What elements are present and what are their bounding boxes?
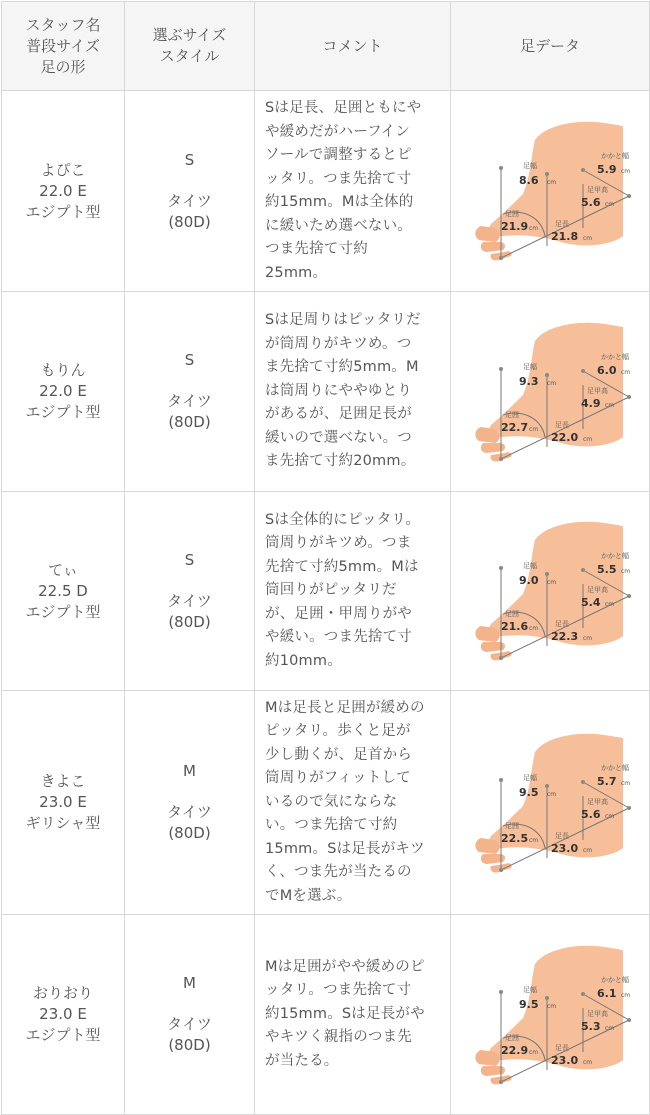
comment-line: 緩いので選べない。つ xyxy=(265,429,412,446)
width-label: 足幅 xyxy=(523,562,537,570)
style-name: タイツ xyxy=(167,392,212,410)
usual-size: 23.0 E xyxy=(39,1005,87,1023)
staff-cell xyxy=(2,915,125,1115)
foot-diagram xyxy=(451,297,650,487)
width-label: 足幅 xyxy=(523,773,537,782)
style-name: タイツ xyxy=(167,591,212,610)
foot-diagram xyxy=(451,96,650,286)
chosen-size: S xyxy=(184,351,195,369)
usual-size: 23.0 E xyxy=(39,793,87,811)
staff-name: おりおり xyxy=(32,984,93,1002)
comment-line: く、つま先が当たるの xyxy=(265,864,412,881)
usual-size: 22.5 D xyxy=(38,581,88,600)
instep-unit: cm xyxy=(605,1024,615,1032)
instep-label: 足甲高 xyxy=(587,186,608,194)
length-unit: cm xyxy=(583,235,593,242)
table-row xyxy=(2,691,650,915)
girth-unit: cm xyxy=(529,425,539,433)
instep-label: 足甲高 xyxy=(587,797,608,806)
girth-value: 21.6 xyxy=(501,620,529,633)
foot-data-cell xyxy=(451,91,650,292)
length-label: 足長 xyxy=(555,831,569,840)
comment-line: 25mm。 xyxy=(265,264,328,281)
girth-label: 足囲 xyxy=(505,210,519,218)
comment-cell xyxy=(255,292,451,492)
girth-label: 足囲 xyxy=(505,821,519,830)
comment-line: や緩い。つま先捨て寸 xyxy=(265,629,412,646)
comment-line: 筒回りがピッタリだ xyxy=(265,582,397,599)
comment-line: 約10mm。 xyxy=(265,652,342,669)
heel-value: 5.9 xyxy=(597,163,617,176)
foot-diagram xyxy=(451,920,650,1110)
chosen-size: M xyxy=(183,762,196,780)
length-label: 足長 xyxy=(555,620,569,628)
foot-data-cell xyxy=(451,492,650,691)
instep-unit: cm xyxy=(605,201,615,208)
instep-value: 4.9 xyxy=(581,396,601,410)
width-value: 9.0 xyxy=(519,574,539,587)
comment-line: 15mm。Sは足長がキツ xyxy=(265,840,425,857)
staff-name: てぃ xyxy=(48,560,78,579)
comment-line: やキツく親指のつま先 xyxy=(265,1029,412,1046)
usual-size: 22.0 E xyxy=(39,382,87,400)
comment-line: や緩めだがハーフイン xyxy=(265,123,410,140)
length-unit: cm xyxy=(583,635,593,642)
comment-line: Sは足長、足囲ともにや xyxy=(265,100,422,116)
length-unit: cm xyxy=(583,435,593,443)
heel-value: 5.5 xyxy=(597,563,617,576)
style-name: タイツ xyxy=(167,803,212,821)
staff-name: もりん xyxy=(40,361,86,379)
comment-cell xyxy=(255,915,451,1115)
style-name: タイツ xyxy=(167,1015,212,1033)
comment-line: 先捨て寸約5mm。Mは xyxy=(265,558,419,575)
table-row xyxy=(2,292,650,492)
length-label: 足長 xyxy=(555,420,569,429)
style-name: タイツ xyxy=(167,191,212,210)
comment-line: があるが、足囲足長が xyxy=(265,406,412,423)
heel-value: 5.7 xyxy=(597,774,617,788)
width-label: 足幅 xyxy=(523,162,537,170)
girth-value: 22.9 xyxy=(501,1043,529,1057)
instep-unit: cm xyxy=(605,601,615,608)
length-value: 21.8 xyxy=(551,230,579,243)
staff-name: きよこ xyxy=(40,772,86,790)
girth-label: 足囲 xyxy=(505,1033,519,1042)
denier: (80D) xyxy=(168,824,211,842)
comment-line: 筒周りがフィットして xyxy=(265,770,411,787)
length-value: 23.0 xyxy=(551,841,579,855)
staff-name: よぴこ xyxy=(40,160,86,179)
girth-unit: cm xyxy=(529,225,539,232)
comment-line: 約15mm。Sは足長がや xyxy=(265,1005,425,1022)
width-label: 足幅 xyxy=(523,985,537,994)
width-value: 9.5 xyxy=(519,785,539,799)
heel-unit: cm xyxy=(621,568,631,575)
comment-line: に緩いため選べない。 xyxy=(265,217,412,234)
size-cell xyxy=(125,91,255,292)
comment-line: Mは足長と足囲が緩めの xyxy=(265,699,425,716)
chosen-size: M xyxy=(183,974,196,992)
foot-data-cell xyxy=(451,292,650,492)
width-unit: cm xyxy=(547,1002,557,1010)
heel-label: かかと幅 xyxy=(601,352,629,361)
girth-unit: cm xyxy=(529,625,539,632)
staff-cell xyxy=(2,91,125,292)
comment-cell xyxy=(255,691,451,915)
chosen-size: S xyxy=(184,150,195,169)
instep-label: 足甲高 xyxy=(587,386,608,395)
heel-label: かかと幅 xyxy=(601,975,629,984)
length-value: 22.0 xyxy=(551,430,579,444)
instep-value: 5.4 xyxy=(581,596,601,609)
denier: (80D) xyxy=(168,1036,211,1054)
girth-label: 足囲 xyxy=(505,610,519,618)
width-unit: cm xyxy=(547,379,557,387)
instep-unit: cm xyxy=(605,812,615,820)
header-foot-data: 足データ xyxy=(451,2,650,91)
comment-line: Mは足囲がやや緩めのピ xyxy=(265,958,425,975)
instep-label: 足甲高 xyxy=(587,1009,608,1018)
foot-shape-type: ギリシャ型 xyxy=(25,814,101,832)
foot-diagram xyxy=(451,708,650,898)
comment-line: が当たる。 xyxy=(265,1052,339,1069)
staff-size-table xyxy=(1,1,650,1115)
header-size: 選ぶサイズ スタイル xyxy=(125,2,255,91)
header-comment: コメント xyxy=(255,2,451,91)
heel-unit: cm xyxy=(621,368,631,376)
comment-line: が、足囲・甲周りがや xyxy=(265,605,412,622)
width-unit: cm xyxy=(547,179,557,186)
comment-line: 約15mm。Mは全体的 xyxy=(265,194,414,210)
girth-value: 22.7 xyxy=(501,420,529,434)
comment-line: が筒周りがキツめ。つ xyxy=(265,335,412,352)
comment-line: い。つま先捨て寸約 xyxy=(265,817,398,834)
table-row xyxy=(2,915,650,1115)
heel-value: 6.1 xyxy=(597,986,617,1000)
length-label: 足長 xyxy=(555,220,569,228)
denier: (80D) xyxy=(168,212,211,231)
length-value: 23.0 xyxy=(551,1053,579,1067)
foot-data-cell xyxy=(451,691,650,915)
length-unit: cm xyxy=(583,846,593,854)
staff-cell xyxy=(2,691,125,915)
comment-line: でMを選ぶ。 xyxy=(265,887,352,904)
width-value: 9.5 xyxy=(519,997,539,1011)
denier: (80D) xyxy=(168,612,211,631)
comment-line: 少し動くが、足首から xyxy=(265,746,412,763)
width-unit: cm xyxy=(547,579,557,586)
chosen-size: S xyxy=(184,550,195,569)
size-cell xyxy=(125,691,255,915)
table-row xyxy=(2,492,650,691)
staff-cell xyxy=(2,292,125,492)
comment-line: ッタリ。つま先捨て寸 xyxy=(265,982,412,999)
length-label: 足長 xyxy=(555,1043,569,1052)
size-cell xyxy=(125,492,255,691)
foot-shape-type: エジプト型 xyxy=(25,602,101,621)
heel-label: かかと幅 xyxy=(601,152,629,160)
comment-line: つま先捨て寸約 xyxy=(265,241,368,257)
usual-size: 22.0 E xyxy=(39,181,87,200)
heel-unit: cm xyxy=(621,779,631,787)
instep-unit: cm xyxy=(605,401,615,409)
length-value: 22.3 xyxy=(551,630,579,643)
size-cell xyxy=(125,292,255,492)
girth-unit: cm xyxy=(529,1048,539,1056)
denier: (80D) xyxy=(168,413,211,431)
comment-line: ま先捨て寸約20mm。 xyxy=(265,453,416,470)
width-label: 足幅 xyxy=(523,362,537,371)
width-unit: cm xyxy=(547,790,557,798)
comment-line: ッタリ。つま先捨て寸 xyxy=(265,170,412,187)
instep-value: 5.3 xyxy=(581,1019,601,1033)
comment-line: ま先捨て寸約5mm。M xyxy=(265,359,419,376)
heel-unit: cm xyxy=(621,168,631,175)
comment-line: は筒周りにややゆとり xyxy=(265,382,412,399)
girth-value: 21.9 xyxy=(501,220,529,233)
size-cell xyxy=(125,915,255,1115)
comment-line: Sは全体的にピッタリ。 xyxy=(265,511,421,528)
foot-data-cell xyxy=(451,915,650,1115)
heel-unit: cm xyxy=(621,991,631,999)
girth-value: 22.5 xyxy=(501,831,529,845)
comment-line: いるので気にならな xyxy=(265,793,398,810)
comment-line: Sは足周りはピッタリだ xyxy=(265,312,421,329)
foot-shape-type: エジプト型 xyxy=(25,403,101,421)
comment-cell xyxy=(255,91,451,292)
table-row xyxy=(2,91,650,292)
header-staff: スタッフ名 普段サイズ 足の形 xyxy=(2,2,125,91)
header-row xyxy=(2,2,650,91)
girth-label: 足囲 xyxy=(505,410,519,419)
instep-value: 5.6 xyxy=(581,196,601,209)
comment-line: 筒周りがキツめ。つま xyxy=(265,535,412,552)
heel-label: かかと幅 xyxy=(601,763,629,772)
foot-diagram xyxy=(451,496,650,686)
comment-line: ソールで調整するとピ xyxy=(265,147,412,163)
staff-cell xyxy=(2,492,125,691)
instep-value: 5.6 xyxy=(581,807,601,821)
foot-shape-type: エジプト型 xyxy=(25,202,101,221)
width-value: 8.6 xyxy=(519,174,539,187)
length-unit: cm xyxy=(583,1058,593,1066)
foot-shape-type: エジプト型 xyxy=(25,1026,101,1044)
instep-label: 足甲高 xyxy=(587,586,608,594)
heel-value: 6.0 xyxy=(597,363,617,377)
comment-line: ピッタリ。歩くと足が xyxy=(265,723,411,740)
width-value: 9.3 xyxy=(519,374,539,388)
girth-unit: cm xyxy=(529,836,539,844)
comment-cell xyxy=(255,492,451,691)
heel-label: かかと幅 xyxy=(601,552,629,560)
